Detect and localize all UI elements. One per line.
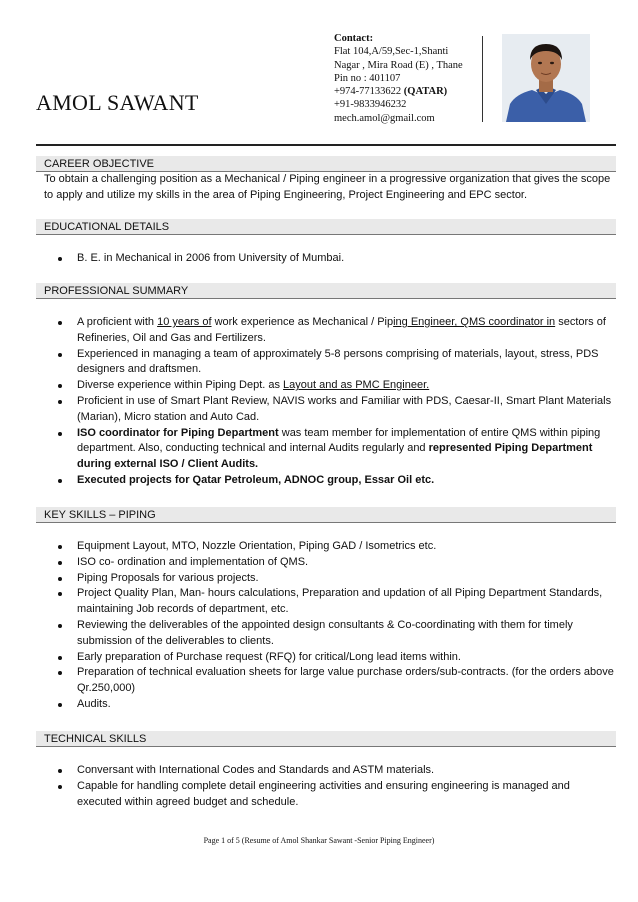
- address-line: Nagar , Mira Road (E) , Thane: [334, 59, 463, 71]
- technical-skills-list: [56, 763, 616, 810]
- list-item: Audits.: [56, 697, 616, 713]
- career-objective-text: To obtain a challenging position as a Mechanical / Piping engineer in a progressive organization that gives the scope to apply and utilize my skills in the area of Piping Engineering, Project Engineering and EPC sector.: [44, 173, 611, 201]
- list-item: [56, 315, 616, 347]
- phone-india: +91-9833946232: [334, 99, 407, 111]
- list-item: Proficient in use of Smart Plant Review, NAVIS works and Familiar with PDS, Caesar-II, Smart Plant Materials (Marian), Micro station and Auto Cad.: [56, 394, 616, 426]
- list-item: [56, 426, 616, 473]
- header-rule: [36, 144, 616, 146]
- education-list: [56, 251, 616, 267]
- contact-block: [334, 32, 484, 125]
- summary-text: sectors of Refineries, Oil and Gas and Fertilizers.: [77, 316, 606, 344]
- summary-text: work experience as Mechanical / Pip: [211, 316, 394, 328]
- section-heading-professional-summary: PROFESSIONAL SUMMARY: [36, 283, 616, 299]
- header-divider: [482, 36, 483, 122]
- summary-text: A proficient with: [77, 316, 158, 328]
- list-item: [56, 378, 616, 394]
- list-item: Reviewing the deliverables of the appointed design consultants & Co-coordinating with them for timely submission of the deliverables to clients.: [56, 618, 616, 650]
- contact-label: Contact:: [334, 33, 374, 44]
- phone-qatar-number: +974-77133622: [334, 86, 402, 98]
- pin-line: Pin no : 401107: [334, 72, 401, 84]
- section-heading-career-objective: CAREER OBJECTIVE: [36, 156, 616, 172]
- summary-underlined: Layout and as PMC Engineer.: [283, 379, 430, 392]
- summary-bold: represented Piping Department during external ISO / Client Audits.: [77, 442, 593, 471]
- list-item: [56, 473, 616, 489]
- key-skills-list: [56, 539, 616, 713]
- list-item: Experienced in managing a team of approximately 5-8 persons comprising of materials, layout, stress, PDS designers and draftsmen.: [56, 347, 616, 379]
- list-item: ISO co- ordination and implementation of QMS.: [56, 555, 616, 571]
- page-footer: Page 1 of 5 (Resume of Amol Shankar Sawant -Senior Piping Engineer): [203, 836, 435, 845]
- phone-qatar: [334, 85, 484, 98]
- list-item: B. E. in Mechanical in 2006 from University of Mumbai.: [56, 251, 616, 267]
- email: mech.amol@gmail.com: [334, 112, 435, 124]
- address-line: Flat 104,A/59,Sec-1,Shanti: [334, 46, 449, 58]
- candidate-name: AMOL SAWANT: [36, 90, 199, 115]
- summary-underlined: 10 years of: [157, 316, 212, 328]
- summary-bold: Executed projects for Qatar Petroleum, ADNOC group, Essar Oil etc.: [77, 473, 435, 486]
- summary-text: Diverse experience within Piping Dept. as: [77, 379, 284, 392]
- section-heading-key-skills: KEY SKILLS – PIPING: [36, 507, 616, 523]
- section-heading-technical-skills: TECHNICAL SKILLS: [36, 731, 616, 747]
- list-item: Project Quality Plan, Man- hours calculations, Preparation and updation of all Piping Department Standards, maintaining Job records of department, etc.: [56, 586, 616, 618]
- list-item: Equipment Layout, MTO, Nozzle Orientation, Piping GAD / Isometrics etc.: [56, 539, 616, 555]
- summary-underlined: ing Engineer, QMS coordinator in: [393, 316, 556, 328]
- list-item: Capable for handling complete detail engineering activities and ensuring engineering is managed and executed within agreed budget and schedule.: [56, 779, 616, 811]
- summary-text: was team member for implementation of entire QMS within piping department. Also, conducting technical and internal Audits regularly and: [77, 426, 601, 455]
- professional-summary-list: [56, 315, 616, 489]
- list-item: Piping Proposals for various projects.: [56, 571, 616, 587]
- list-item: Preparation of technical evaluation sheets for large value purchase orders/sub-contracts. (for the orders above Qr.250,000): [56, 665, 616, 697]
- list-item: Conversant with International Codes and Standards and ASTM materials.: [56, 763, 616, 779]
- section-heading-education: EDUCATIONAL DETAILS: [36, 219, 616, 235]
- phone-qatar-tag: (QATAR): [403, 86, 448, 98]
- list-item: Early preparation of Purchase request (RFQ) for critical/Long lead items within.: [56, 650, 616, 666]
- profile-photo: [502, 34, 590, 122]
- summary-bold: ISO coordinator for Piping Department: [77, 426, 279, 439]
